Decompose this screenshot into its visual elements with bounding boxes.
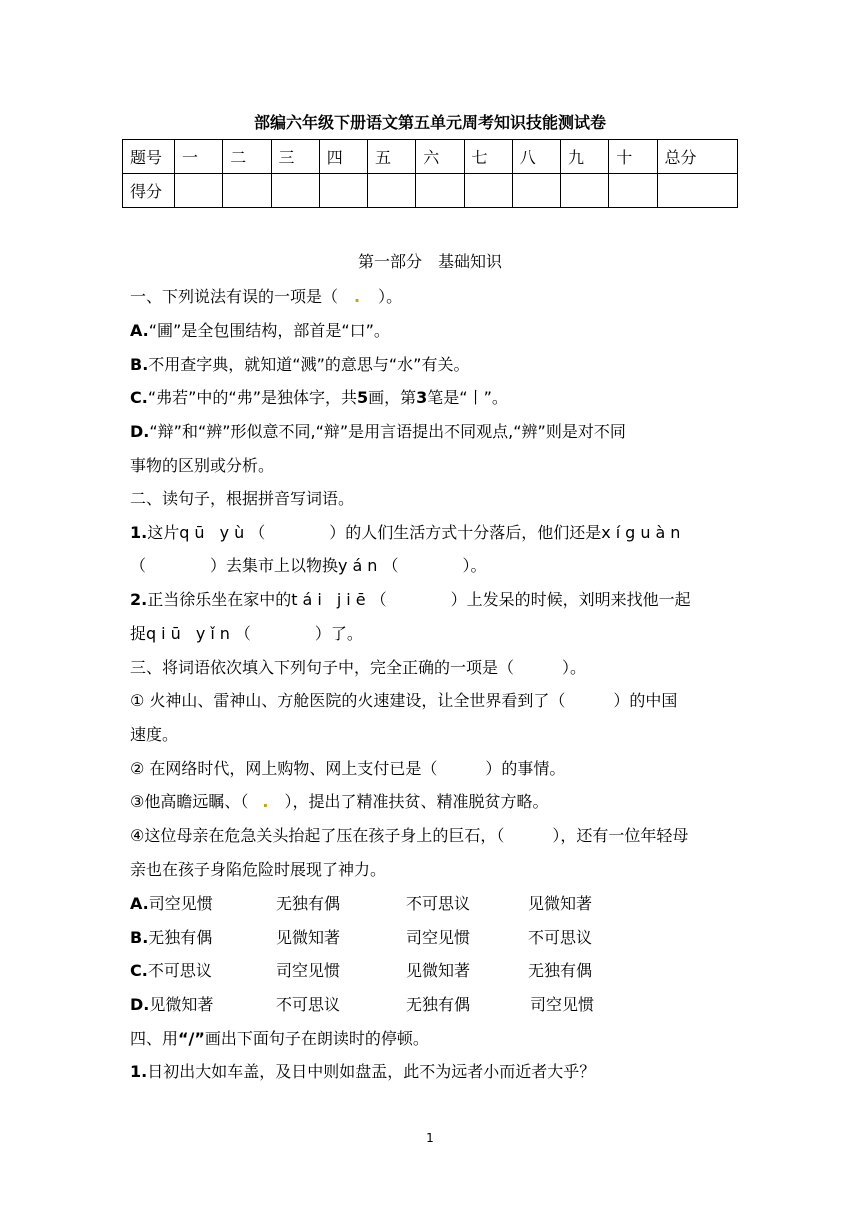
sentence-text: ），提出了精准扶贫、精准脱贫方略。 <box>284 792 549 811</box>
score-input-cell[interactable] <box>223 174 271 208</box>
option-word: 无独有偶 <box>148 928 213 947</box>
sentence-text: （ ）。 <box>382 556 487 575</box>
question-2-sentence-1 <box>130 520 685 543</box>
option-label: C. <box>130 961 148 980</box>
number: 3 <box>416 388 428 407</box>
question-1-option-d-cont: 事物的区别或分析。 <box>130 456 275 475</box>
score-input-cell[interactable] <box>609 174 657 208</box>
sentence-text: （ ）去集市上以物换 <box>130 556 339 575</box>
question-2-sentence-1-cont <box>130 553 486 576</box>
page-number: 1 <box>426 1131 434 1145</box>
table-cell: 十 <box>609 140 657 174</box>
option-label: B. <box>130 928 149 947</box>
sentence-text: 捉 <box>130 624 147 643</box>
question-4-stem <box>130 1026 429 1049</box>
page-title: 部编六年级下册语文第五单元周考知识技能测试卷 <box>253 113 606 132</box>
table-cell: 一 <box>175 140 223 174</box>
pinyin: qū yù <box>179 523 250 542</box>
question-1-option-d <box>130 419 626 442</box>
table-cell: 七 <box>464 140 512 174</box>
emphasis-dot: . <box>262 792 269 811</box>
score-input-cell[interactable] <box>464 174 512 208</box>
score-input-cell[interactable] <box>512 174 560 208</box>
option-text: 不用查字典，就知道“溅”的意思与“水”有关。 <box>148 355 470 374</box>
option-label: A. <box>130 894 149 913</box>
question-3-sentence-1: ① 火神山、雷神山、方舱医院的火速建设，让全世界看到了（ ）的中国 <box>130 691 678 710</box>
option-text: “圃”是全包围结构，部首是“口”。 <box>148 321 390 340</box>
option-label: B. <box>130 355 149 374</box>
table-cell: 题号 <box>123 140 175 174</box>
question-1-stem <box>130 284 402 307</box>
table-cell: 五 <box>368 140 416 174</box>
stem-text: 四、用 <box>130 1029 179 1048</box>
option-word: 见微知著 <box>406 961 471 980</box>
pinyin: qiū yǐn <box>146 624 235 643</box>
question-3-sentence-4-cont: 亲也在孩子身陷危险时展现了神力。 <box>130 860 387 879</box>
question-3-sentence-2: ② 在网络时代，网上购物、网上支付已是（ ）的事情。 <box>130 759 566 778</box>
pinyin: yán <box>338 556 383 575</box>
question-2-sentence-2 <box>130 587 691 610</box>
table-cell: 六 <box>416 140 464 174</box>
option-word: 不可思议 <box>147 961 212 980</box>
table-cell: 四 <box>319 140 367 174</box>
question-1-option-b <box>130 352 469 375</box>
question-2-stem: 二、读句子，根据拼音写词语。 <box>130 489 355 508</box>
option-label: A. <box>130 321 149 340</box>
score-input-cell[interactable] <box>561 174 609 208</box>
option-word: 不可思议 <box>406 894 471 913</box>
table-cell: 得分 <box>123 174 175 208</box>
question-4-sentence-1 <box>130 1059 595 1082</box>
score-input-cell[interactable] <box>175 174 223 208</box>
score-input-cell[interactable] <box>271 174 319 208</box>
pinyin: tái jiē <box>291 590 371 609</box>
option-text: 笔是“丨”。 <box>427 388 508 407</box>
sentence-text: （ ）了。 <box>234 624 363 643</box>
option-word: 无独有偶 <box>276 894 341 913</box>
stem-end: ）。 <box>378 287 403 306</box>
option-word: 不可思议 <box>528 928 593 947</box>
score-table-score-row <box>123 174 738 208</box>
option-text: “弗若”中的“弗”是独体字，共 <box>147 388 357 407</box>
number: 5 <box>357 388 369 407</box>
option-word: 司空见惯 <box>530 995 595 1014</box>
question-3-stem: 三、将词语依次填入下列句子中，完全正确的一项是（ ）。 <box>130 658 587 677</box>
score-table-header-row <box>123 140 738 174</box>
option-word: 司空见惯 <box>148 894 213 913</box>
score-input-cell[interactable] <box>368 174 416 208</box>
question-3-sentence-1-cont: 速度。 <box>130 725 179 744</box>
emphasis-dot: . <box>354 287 361 306</box>
question-1-option-c <box>130 385 508 408</box>
sentence-text: ③他高瞻远瞩、（ <box>130 792 249 811</box>
question-1-option-a <box>130 318 390 341</box>
option-word: 见微知著 <box>528 894 593 913</box>
stem-text: 画出下面句子在朗读时的停顿。 <box>204 1029 429 1048</box>
sentence-text: 这片 <box>147 523 180 542</box>
option-text: “辩”和“辨”形似意不同,“辩”是用言语提出不同观点,“辨”则是对不同 <box>149 422 626 441</box>
option-word: 无独有偶 <box>528 961 593 980</box>
table-cell: 九 <box>561 140 609 174</box>
sentence-number: 1. <box>130 523 148 542</box>
sentence-text: 正当徐乐坐在家中的 <box>147 590 292 609</box>
question-3-sentence-3 <box>130 789 548 812</box>
table-cell: 总分 <box>657 140 738 174</box>
option-word: 不可思议 <box>276 995 341 1014</box>
score-input-cell[interactable] <box>416 174 464 208</box>
question-3-sentence-4: ④这位母亲在危急关头抬起了压在孩子身上的巨石，（ ），还有一位年轻母 <box>130 826 689 845</box>
option-text: 画，第 <box>368 388 417 407</box>
option-label: D. <box>130 995 150 1014</box>
option-word: 见微知著 <box>149 995 214 1014</box>
option-word: 见微知著 <box>276 928 341 947</box>
question-2-sentence-2-cont <box>130 621 363 644</box>
option-word: 司空见惯 <box>276 961 341 980</box>
sentence-text: （ ）上发呆的时候，刘明来找他一起 <box>370 590 691 609</box>
sentence-text: （ ）的人们生活方式十分落后，他们还是 <box>249 523 602 542</box>
table-cell: 八 <box>512 140 560 174</box>
score-input-cell[interactable] <box>319 174 367 208</box>
stem-text: 一、下列说法有误的一项是（ <box>130 287 339 306</box>
option-word: 无独有偶 <box>406 995 471 1014</box>
section-heading: 第一部分 基础知识 <box>357 252 502 271</box>
score-input-cell[interactable] <box>657 174 738 208</box>
sentence-text: 日初出大如车盖，及日中则如盘盂，此不为远者小而近者大乎？ <box>147 1062 596 1081</box>
table-cell: 三 <box>271 140 319 174</box>
score-table <box>122 139 738 208</box>
table-cell: 二 <box>223 140 271 174</box>
option-label: C. <box>130 388 148 407</box>
sentence-number: 1. <box>130 1062 148 1081</box>
slash-mark: “/” <box>178 1029 205 1048</box>
option-word: 司空见惯 <box>406 928 471 947</box>
pinyin: xíguàn <box>601 523 686 542</box>
option-label: D. <box>130 422 150 441</box>
sentence-number: 2. <box>130 590 148 609</box>
